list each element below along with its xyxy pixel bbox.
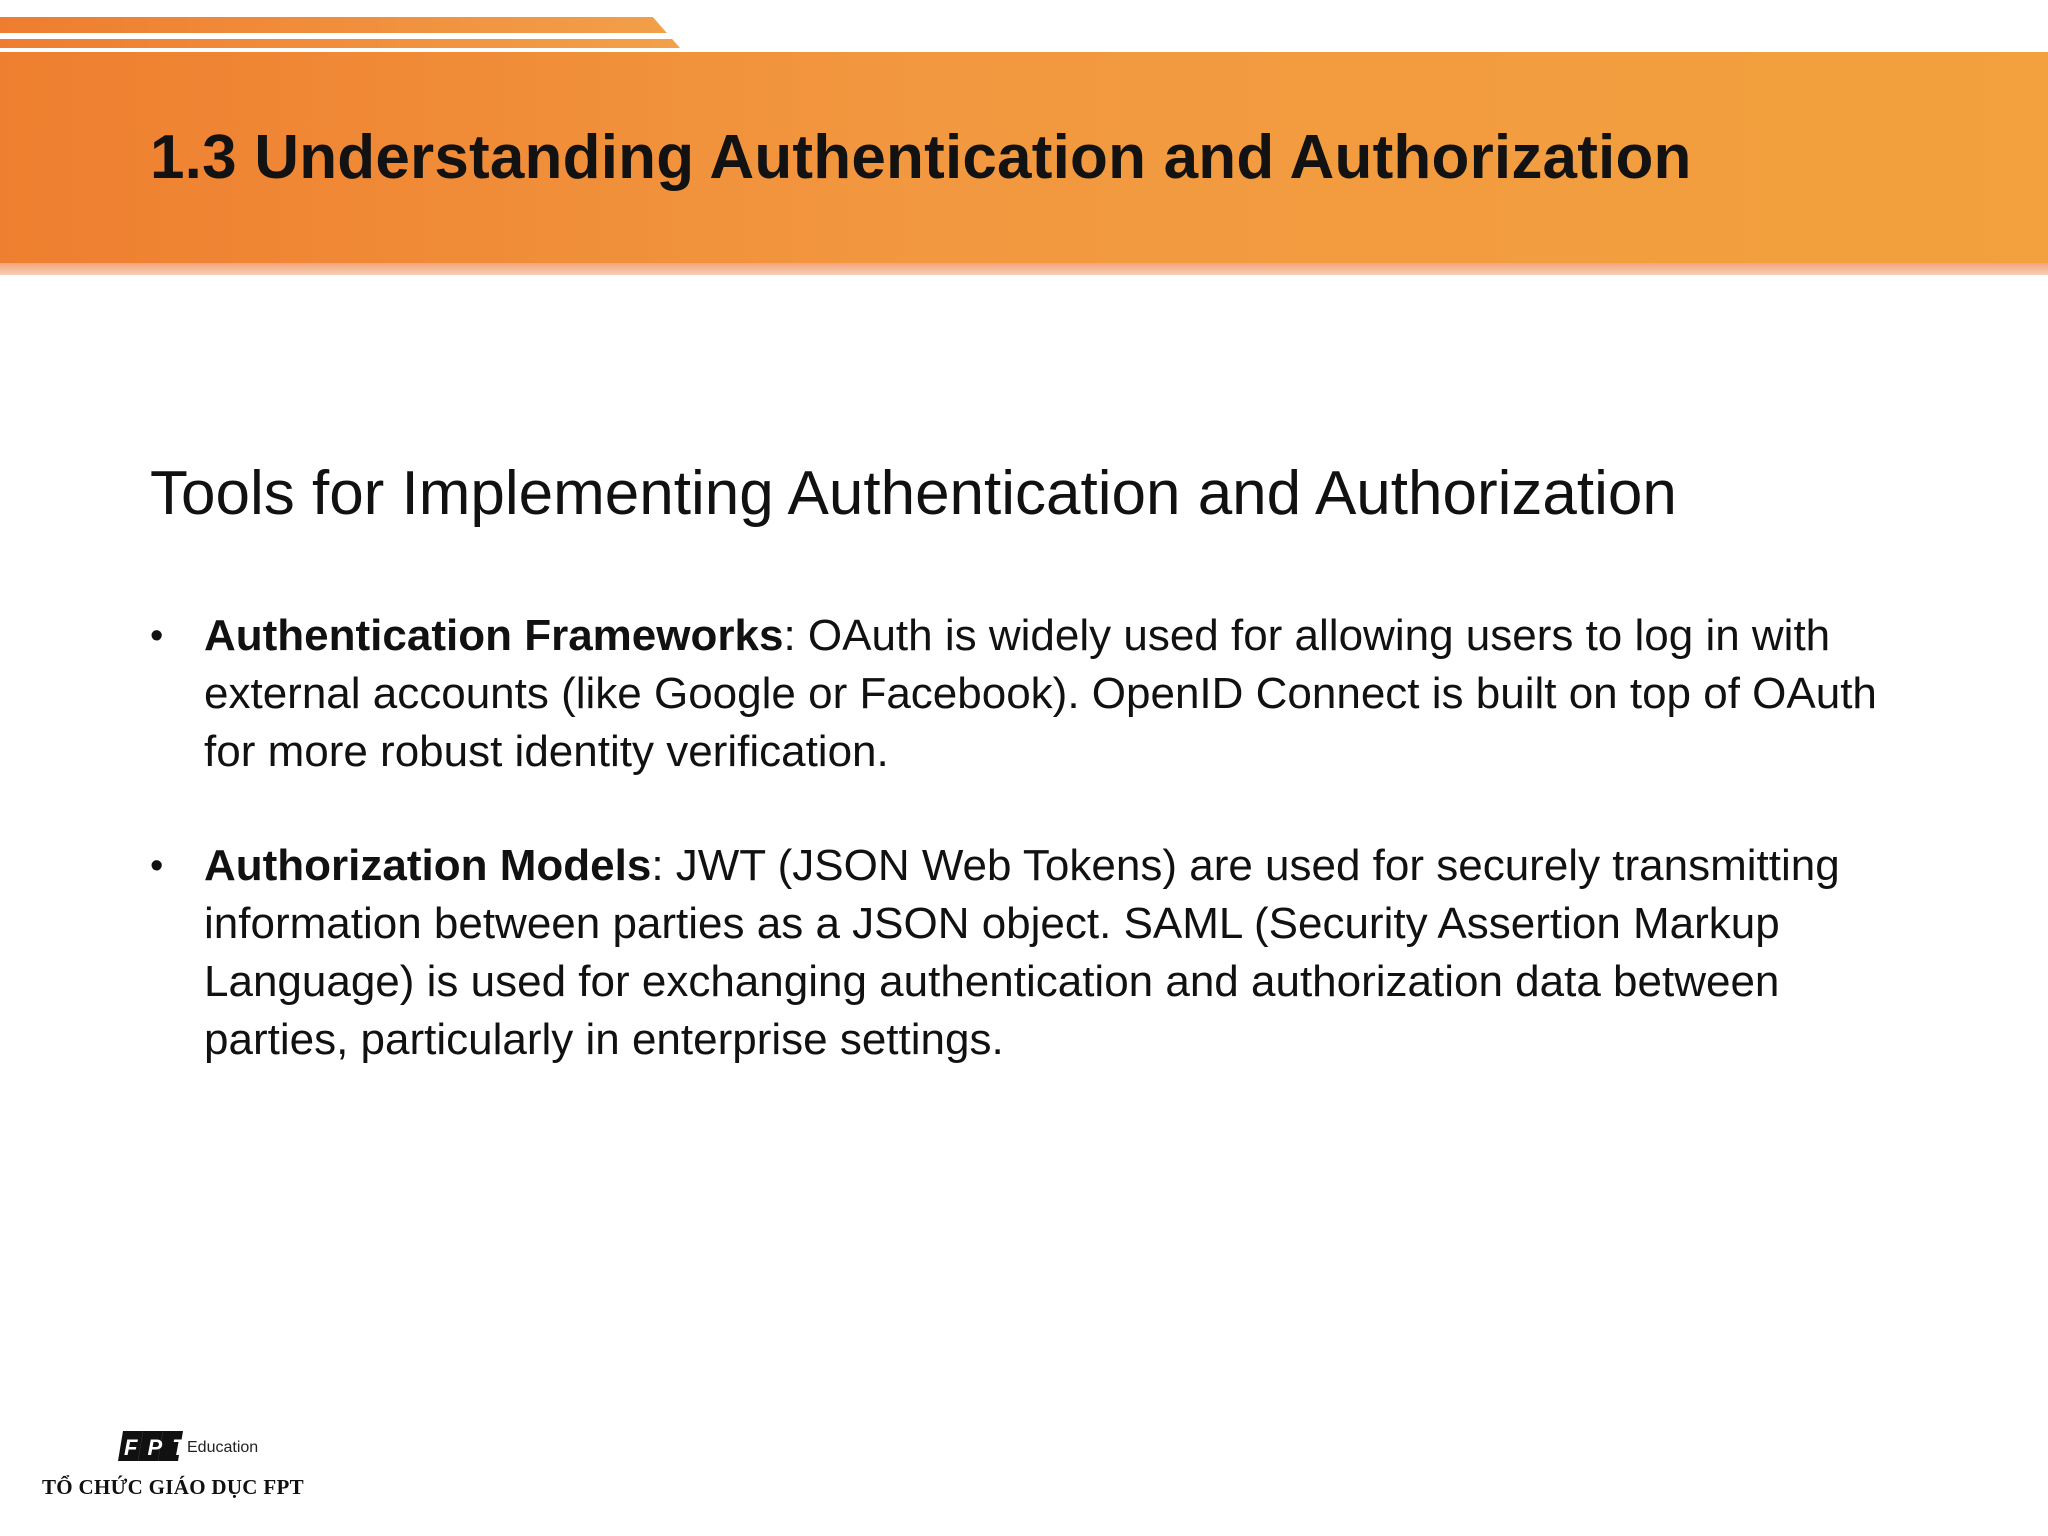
section-subtitle: Tools for Implementing Authentication and Authorization [150,459,1677,528]
bullet-list [150,607,1910,1069]
bullet-term: Authorization Models [204,841,652,890]
bullet-dot-icon: • [150,615,164,657]
bullet-term: Authentication Frameworks [204,611,784,660]
education-label: Education [187,1439,259,1456]
bullet-dot-icon: • [150,845,164,887]
slide-title: 1.3 Understanding Authentication and Authorization [150,123,1692,192]
fpt-logo-icon [115,1429,196,1463]
bullet-item-authentication-frameworks [150,607,1910,781]
fpt-logo-text: FPT [124,1435,196,1460]
organization-name: TỔ CHỨC GIÁO DỤC FPT [42,1475,304,1499]
bullet-item-authorization-models [150,837,1910,1069]
header-accent-line [0,33,690,39]
fpt-education-logo [40,1425,340,1505]
bullet-text: : JWT (JSON Web Tokens) are used for securely transmitting information between parties as a JSON object. SAML (Security Assertion Markup Language) is used for exchanging authentication and authorization data between parties, particularly in enterprise settings. [204,841,1840,1064]
header-shadow [0,263,2048,275]
bullet-text: : OAuth is widely used for allowing users to log in with external accounts (like Google or Facebook). OpenID Connect is built on top of OAuth for more robust identity verification. [204,611,1877,776]
